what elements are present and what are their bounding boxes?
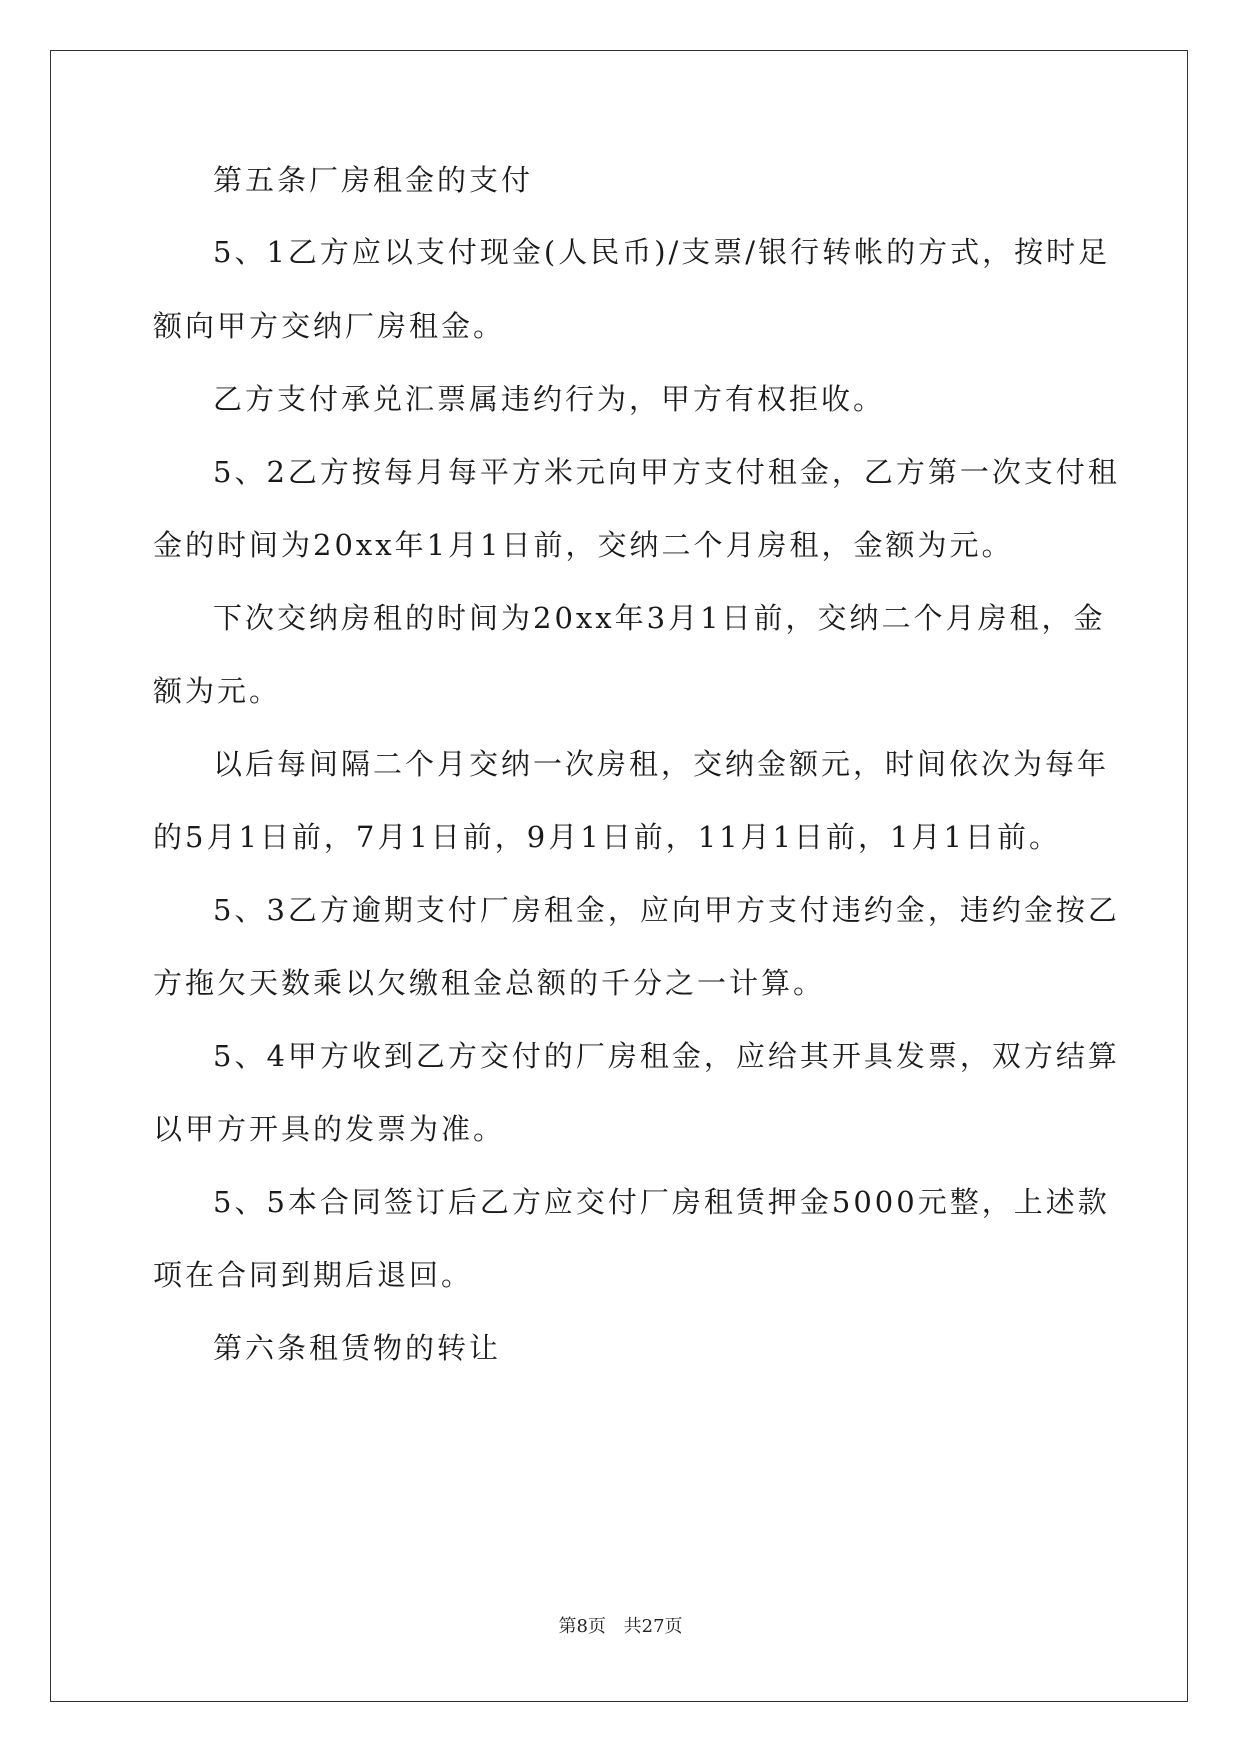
paragraph-line: 乙方支付承兑汇票属违约行为，甲方有权拒收。 [213,382,886,416]
page-total: 共27页 [623,1616,683,1637]
paragraph-line: 5、2乙方按每月每平方米元向甲方支付租金，乙方第一次支付租 [213,455,1120,489]
paragraph-line: 额向甲方交纳厂房租金。 [153,309,506,343]
paragraph-line: 项在合同到期后退回。 [153,1258,474,1292]
section-heading: 第六条租赁物的转让 [213,1331,502,1365]
paragraph-line: 以甲方开具的发票为准。 [153,1112,506,1146]
page-number: 第8页 [558,1616,606,1637]
page-footer [0,1612,1241,1638]
page-border [50,50,1188,1702]
paragraph-line: 5、1乙方应以支付现金(人民币)/支票/银行转帐的方式，按时足 [213,235,1111,269]
paragraph-line: 以后每间隔二个月交纳一次房租，交纳金额元，时间依次为每年 [213,747,1110,781]
paragraph-line: 方拖欠天数乘以欠缴租金总额的千分之一计算。 [153,966,826,1000]
paragraph-line: 5、3乙方逾期支付厂房租金，应向甲方支付违约金，违约金按乙 [213,893,1120,927]
paragraph-line: 金的时间为20xx年1月1日前，交纳二个月房租，金额为元。 [153,528,1014,562]
paragraph-line: 下次交纳房租的时间为20xx年3月1日前，交纳二个月房租，金 [213,601,1106,635]
paragraph-line: 额为元。 [153,674,282,708]
section-heading: 第五条厂房租金的支付 [213,163,534,197]
paragraph-line: 5、4甲方收到乙方交付的厂房租金，应给其开具发票，双方结算 [213,1039,1120,1073]
paragraph-line: 5、5本合同签订后乙方应交付厂房租赁押金5000元整，上述款 [213,1185,1110,1219]
paragraph-line: 的5月1日前，7月1日前，9月1日前，11月1日前，1月1日前。 [153,820,1061,854]
